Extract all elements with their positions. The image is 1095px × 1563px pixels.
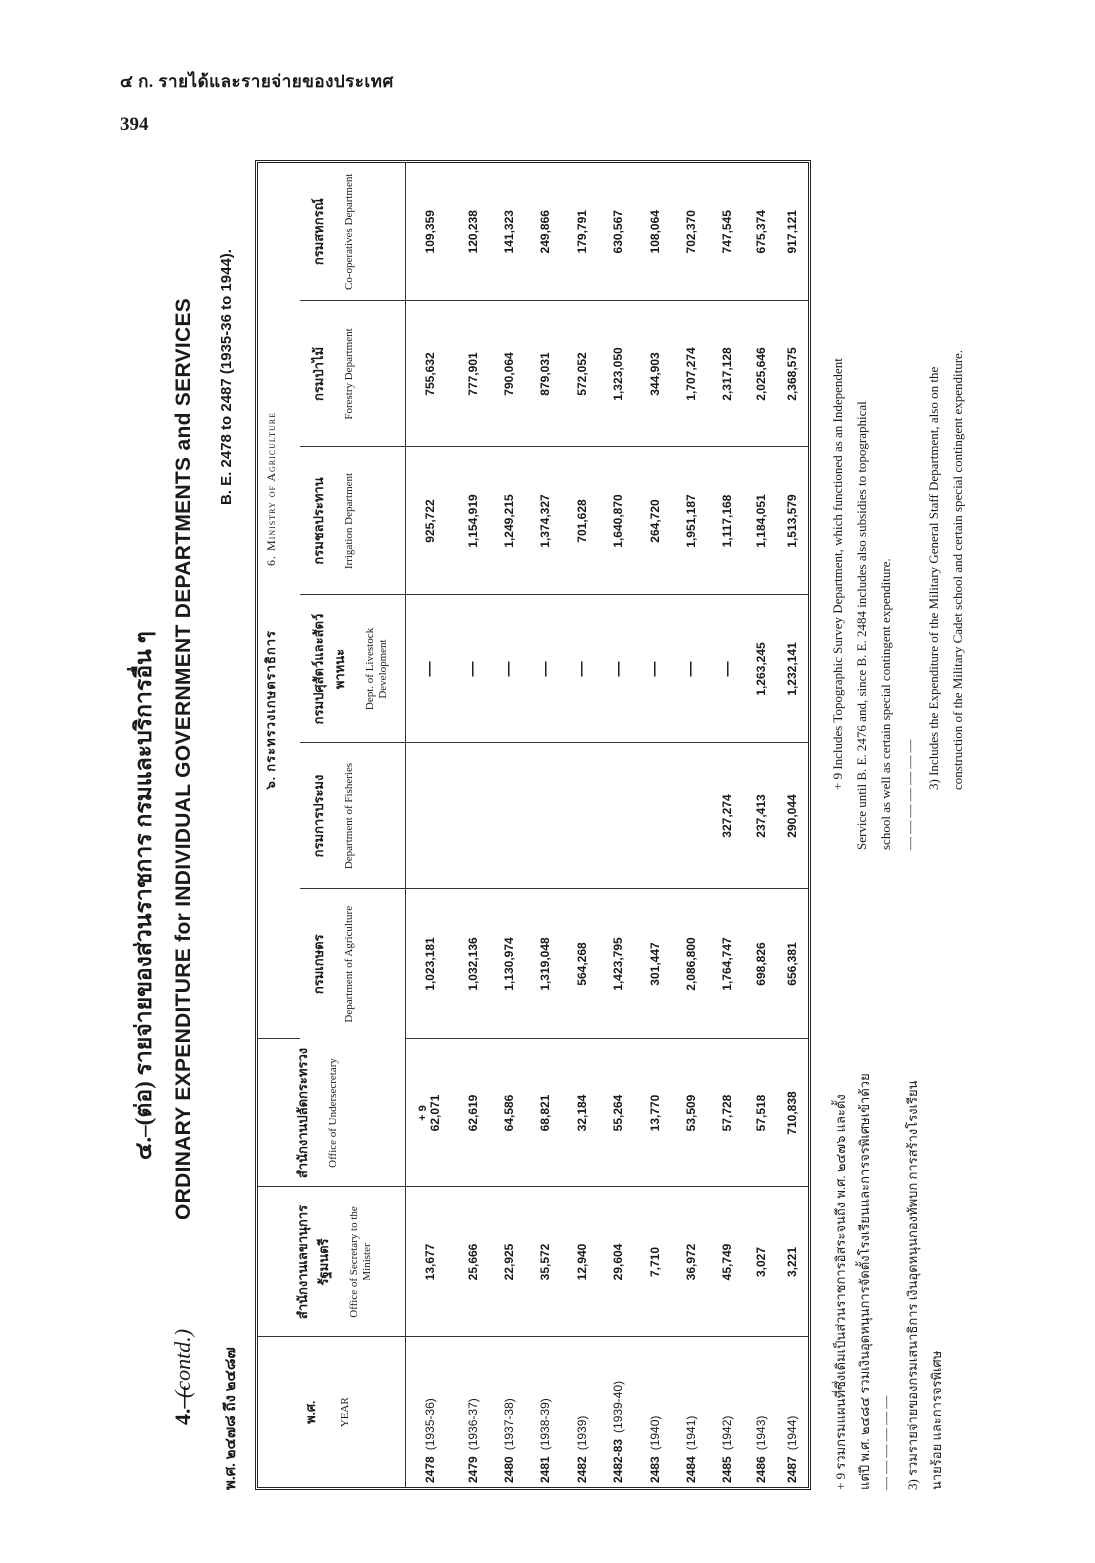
cell-forestry: [777, 301, 808, 447]
cell-undersecretary: [405, 1039, 454, 1187]
cell-value: 1,423,795: [611, 937, 626, 991]
cell-fisheries: [777, 743, 808, 889]
cell-value: 656,381: [785, 942, 800, 986]
col-header-fisheries: กรมการประมง Department of Fisheries: [300, 743, 405, 889]
cell-undersecretary: [564, 1039, 600, 1187]
cell-value: —: [682, 661, 700, 677]
cell-value: 1,232,141: [785, 642, 800, 696]
cell-value: —: [609, 661, 627, 677]
cell-value: 917,121: [785, 210, 800, 254]
cell-agriculture: [405, 889, 454, 1039]
year-ad: (1937-38): [501, 1398, 516, 1451]
cell-cooperatives: [636, 163, 672, 301]
year-be: 2487: [785, 1456, 800, 1483]
cell-undersecretary: [709, 1039, 745, 1187]
cell-value: 57,518: [754, 1094, 769, 1132]
cell-cooperatives: [405, 163, 454, 301]
cell-value: 29,604: [611, 1243, 626, 1281]
cell-undersecretary: [746, 1039, 777, 1187]
year-be: 2485: [720, 1456, 735, 1483]
cell-value: 68,821: [538, 1094, 553, 1132]
cell-secretary: [405, 1187, 454, 1337]
cell-value: —: [500, 661, 518, 677]
year-be: 2484: [683, 1456, 698, 1483]
cell-forestry: [636, 301, 672, 447]
cell-value: 701,628: [574, 499, 589, 543]
cell-undersecretary: [673, 1039, 709, 1187]
cell-agriculture: [746, 889, 777, 1039]
year-be: 2486: [754, 1456, 769, 1483]
cell-year: [491, 1337, 527, 1487]
year-be: 2479: [465, 1456, 480, 1483]
table-row: [491, 163, 527, 1487]
table-row: [600, 163, 636, 1487]
cell-value: 64,586: [501, 1094, 516, 1132]
cell-value: 290,044: [785, 794, 800, 838]
footnote-en-2: Service until B. E. 2476 and, since B. E. 2484 includes also subsidies to topographical: [854, 401, 869, 850]
cell-value: 630,567: [611, 210, 626, 254]
cell-value: 2,368,575: [785, 347, 800, 401]
table-body: [405, 163, 808, 1487]
year-be: 2478: [422, 1456, 437, 1483]
cell-cooperatives: [454, 163, 490, 301]
year-be: 2482: [574, 1456, 589, 1483]
page-header-thai: ๔ ก. รายได้และรายจ่ายของประเทศ: [120, 72, 394, 91]
cell-value: 1,374,327: [538, 494, 553, 548]
cell-secretary: [746, 1187, 777, 1337]
cell-value: 109,359: [422, 210, 437, 254]
cell-value: 1,640,870: [611, 494, 626, 548]
cell-agriculture: [527, 889, 563, 1039]
cell-undersecretary: [527, 1039, 563, 1187]
rotated-page-body: [60, 160, 965, 1490]
cell-year: [636, 1337, 672, 1487]
cell-year: [405, 1337, 454, 1487]
cell-livestock: [491, 595, 527, 743]
cell-secretary: [491, 1187, 527, 1337]
cell-value: 108,064: [647, 210, 662, 254]
cell-secretary: [636, 1187, 672, 1337]
cell-cooperatives: [673, 163, 709, 301]
cell-irrigation: [746, 447, 777, 595]
cell-fisheries: [636, 743, 672, 889]
cell-value: 747,545: [720, 210, 735, 254]
cell-value: —: [573, 661, 591, 677]
cell-undersecretary: [600, 1039, 636, 1187]
table-row: [636, 163, 672, 1487]
footnote-thai-dashes: — — — — — —: [878, 1395, 893, 1490]
table-row: [746, 163, 777, 1487]
cell-value: 35,572: [538, 1243, 553, 1281]
year-ad: (1936-37): [465, 1398, 480, 1451]
cell-value: 237,413: [754, 794, 769, 838]
cell-forestry: [673, 301, 709, 447]
cell-irrigation: [454, 447, 490, 595]
cell-forestry: [564, 301, 600, 447]
cell-value: 1,023,181: [422, 937, 437, 991]
year-ad: (1941): [683, 1415, 698, 1451]
cell-value: 1,032,136: [465, 937, 480, 991]
cell-agriculture: [454, 889, 490, 1039]
cell-value: 925,722: [422, 499, 437, 543]
cell-irrigation: [564, 447, 600, 595]
col-header-irrigation: กรมชลประทาน Irrigation Department: [300, 447, 405, 595]
cell-value: 12,940: [574, 1243, 589, 1281]
cell-secretary: [454, 1187, 490, 1337]
cell-cooperatives: [709, 163, 745, 301]
cell-forestry: [491, 301, 527, 447]
title-thai: ๔.–(ต่อ) รายจ่ายของส่วนราชการ กรมและบริการอื่น ๆ: [131, 631, 156, 1160]
cell-forestry: [454, 301, 490, 447]
cell-irrigation: [777, 447, 808, 595]
cell-value: 344,903: [647, 352, 662, 396]
footnote-en-5: construction of the Military Cadet school and certain special contingent expenditure.: [950, 349, 965, 790]
cell-secretary: [777, 1187, 808, 1337]
table-row: [777, 163, 808, 1487]
cell-value: 1,154,919: [465, 494, 480, 548]
title-english: ORDINARY EXPENDITURE for INDIVIDUAL GOVERNMENT DEPARTMENTS and SERVICES: [172, 297, 195, 1220]
cell-value: 2,317,128: [720, 347, 735, 401]
cell-irrigation: [527, 447, 563, 595]
footnote-thai-2: แต่ปี พ.ศ. ๒๔๘๔ รวมเงินอุดหนุนการจัดตั้งโรงเรียนและการจรพิเศษเข้าด้วย: [857, 1073, 872, 1490]
cell-value: 2,086,800: [683, 937, 698, 991]
cell-value: 777,901: [465, 352, 480, 396]
year-ad: (1939-40): [611, 1380, 626, 1433]
cell-value: 2,025,646: [754, 347, 769, 401]
cell-value: 36,972: [683, 1243, 698, 1281]
cell-secretary: [564, 1187, 600, 1337]
year-be: 2480: [501, 1456, 516, 1483]
cell-livestock: [527, 595, 563, 743]
cell-value: 62,071: [427, 1094, 442, 1132]
cell-value: 120,238: [465, 210, 480, 254]
cell-value: 22,925: [501, 1243, 516, 1281]
cell-value: 698,826: [754, 942, 769, 986]
cell-value: 1,263,245: [754, 642, 769, 696]
cell-value: 1,319,048: [538, 937, 553, 991]
cell-irrigation: [491, 447, 527, 595]
table-row: [405, 163, 454, 1487]
cell-value: 702,370: [683, 210, 698, 254]
footnote-thai-1: + 9 รวมกรมแผนที่ซึ่งเดิมเป็นส่วนราชการอิสระจนถึง พ.ศ. ๒๔๗๖ และตั้ง: [833, 1094, 848, 1490]
cell-year: [564, 1337, 600, 1487]
cell-value: 790,064: [501, 352, 516, 396]
cell-value: 755,632: [422, 352, 437, 396]
cell-value: 3,027: [754, 1246, 769, 1278]
cell-cooperatives: [777, 163, 808, 301]
cell-livestock: [777, 595, 808, 743]
cell-fisheries: [527, 743, 563, 889]
cell-livestock: [454, 595, 490, 743]
cell-value: —: [536, 661, 554, 677]
cell-agriculture: [777, 889, 808, 1039]
footnote-en-1: + 9 Includes Topographic Survey Department, which functioned as an Independent: [830, 358, 845, 790]
cell-value: 675,374: [754, 210, 769, 254]
cell-fisheries: [564, 743, 600, 889]
cell-value: 3,221: [785, 1246, 800, 1278]
cell-agriculture: [491, 889, 527, 1039]
cell-agriculture: [709, 889, 745, 1039]
cell-irrigation: [600, 447, 636, 595]
period-thai: พ.ศ. ๒๔๗๘ ถึง ๒๔๘๗: [223, 1347, 239, 1490]
cell-forestry: [600, 301, 636, 447]
cell-value: 564,268: [574, 942, 589, 986]
cell-value: —: [464, 661, 482, 677]
col-header-cooperatives: กรมสหกรณ์ Co-operatives Department: [300, 163, 405, 301]
cell-agriculture: [564, 889, 600, 1039]
col-header-secretary: สำนักงานเลขานุการรัฐมนตรี Office of Secretary to the Minister: [258, 1187, 405, 1337]
cell-cooperatives: [746, 163, 777, 301]
cell-value: 879,031: [538, 352, 553, 396]
cell-livestock: [564, 595, 600, 743]
year-ad: (1940): [647, 1415, 662, 1451]
year-be: 2483: [647, 1456, 662, 1483]
cell-value: 7,710: [647, 1246, 662, 1278]
footnote-thai-3: 3) รวมรายจ่ายของกรมเสนาธิการ เงินอุดหนุนกองทัพบก การสร้างโรงเรียน: [905, 1080, 920, 1490]
year-ad: (1938-39): [538, 1398, 553, 1451]
cell-value: 1,184,051: [754, 494, 769, 548]
cell-year: [527, 1337, 563, 1487]
year-be: 2482-83: [611, 1438, 626, 1483]
cell-fisheries: [600, 743, 636, 889]
cell-value: 301,447: [647, 942, 662, 986]
col-header-agriculture: กรมเกษตร Department of Agriculture: [300, 889, 405, 1039]
col-header-year: พ.ศ. YEAR: [258, 1337, 405, 1487]
table-row: [673, 163, 709, 1487]
cell-undersecretary: [636, 1039, 672, 1187]
year-ad: (1935-36): [422, 1398, 437, 1451]
table-row: [709, 163, 745, 1487]
cell-value: 141,323: [501, 210, 516, 254]
cell-undersecretary: [454, 1039, 490, 1187]
cell-value: 13,677: [422, 1243, 437, 1281]
cell-forestry: [527, 301, 563, 447]
cell-livestock: [405, 595, 454, 743]
cell-irrigation: [636, 447, 672, 595]
col-header-undersecretary: สำนักงานปลัดกระทรวง Office of Undersecretary: [258, 1039, 405, 1187]
cell-livestock: [709, 595, 745, 743]
cell-forestry: [709, 301, 745, 447]
cell-year: [709, 1337, 745, 1487]
cell-value: 264,720: [647, 499, 662, 543]
cell-value: —: [718, 661, 736, 677]
footnote-en-4: 3) Includes the Expenditure of the Military General Staff Department, also on the: [926, 366, 941, 790]
cell-secretary: [527, 1187, 563, 1337]
cell-fisheries: [673, 743, 709, 889]
expenditure-table: [255, 160, 811, 1490]
cell-cooperatives: [527, 163, 563, 301]
cell-value: 1,951,187: [683, 494, 698, 548]
cell-year: [673, 1337, 709, 1487]
year-ad: (1943): [754, 1415, 769, 1451]
cell-value: 1,323,050: [611, 347, 626, 401]
ministry-english: 6. Ministry of Agriculture: [264, 412, 278, 566]
year-ad: (1944): [785, 1415, 800, 1451]
cell-livestock: [600, 595, 636, 743]
cell-value: 32,184: [574, 1094, 589, 1132]
cell-agriculture: [600, 889, 636, 1039]
col-header-livestock: กรมปศุสัตว์และสัตว์พาหนะ Dept. of Livestock Development: [300, 595, 405, 743]
cell-value: 249,866: [538, 210, 553, 254]
cell-fisheries: [746, 743, 777, 889]
cell-value: —: [421, 661, 439, 677]
cell-value: 1,707,274: [683, 347, 698, 401]
cell-value: 710,838: [785, 1091, 800, 1135]
footnote-en-dashes: — — — — — — —: [902, 739, 917, 850]
cell-irrigation: [709, 447, 745, 595]
table-row: [454, 163, 490, 1487]
cell-secretary: [673, 1187, 709, 1337]
period-english: B. E. 2478 to 2487 (1935-36 to 1944).: [218, 249, 235, 505]
title-number: 4.—: [170, 1386, 195, 1425]
cell-value: 45,749: [720, 1243, 735, 1281]
col-header-forestry: กรมป่าไม้ Forestry Department: [300, 301, 405, 447]
cell-value: 179,791: [574, 210, 589, 254]
cell-value: 327,274: [720, 794, 735, 838]
cell-cooperatives: [491, 163, 527, 301]
cell-forestry: [405, 301, 454, 447]
cell-livestock: [746, 595, 777, 743]
cell-livestock: [673, 595, 709, 743]
cell-fisheries: [491, 743, 527, 889]
cell-fisheries: [454, 743, 490, 889]
cell-cooperatives: [600, 163, 636, 301]
title-contd: (contd.): [170, 1328, 195, 1398]
footnote-en-3: school as well as certain special contingent expenditure.: [878, 558, 893, 850]
cell-value: 1,130,974: [501, 937, 516, 991]
cell-irrigation: [673, 447, 709, 595]
table-row: [564, 163, 600, 1487]
year-ad: (1939): [574, 1415, 589, 1451]
footnote-mark: + 9: [416, 1105, 429, 1121]
cell-year: [746, 1337, 777, 1487]
cell-livestock: [636, 595, 672, 743]
year-be: 2481: [538, 1456, 553, 1483]
cell-year: [454, 1337, 490, 1487]
cell-value: 25,666: [465, 1243, 480, 1281]
ministry-header: [258, 163, 300, 1039]
cell-agriculture: [673, 889, 709, 1039]
cell-value: —: [646, 661, 664, 677]
cell-value: 13,770: [647, 1094, 662, 1132]
cell-fisheries: [709, 743, 745, 889]
cell-value: 1,764,747: [720, 937, 735, 991]
cell-undersecretary: [491, 1039, 527, 1187]
cell-value: 572,052: [574, 352, 589, 396]
cell-cooperatives: [564, 163, 600, 301]
ministry-thai: ๖. กระทรวงเกษตราธิการ: [263, 629, 278, 790]
table-row: [527, 163, 563, 1487]
cell-fisheries: [405, 743, 454, 889]
cell-agriculture: [636, 889, 672, 1039]
cell-undersecretary: [777, 1039, 808, 1187]
cell-value: 1,117,168: [720, 494, 735, 548]
cell-value: 53,509: [683, 1094, 698, 1132]
cell-value: 1,513,579: [785, 494, 800, 548]
cell-year: [777, 1337, 808, 1487]
cell-value: 57,728: [720, 1094, 735, 1132]
footnote-thai-4: นายร้อย และการจรพิเศษ: [929, 1350, 944, 1490]
cell-value: 62,619: [465, 1094, 480, 1132]
page-number: 394: [120, 114, 149, 135]
year-ad: (1942): [720, 1415, 735, 1451]
cell-forestry: [746, 301, 777, 447]
cell-year: [600, 1337, 636, 1487]
cell-value: 55,264: [611, 1094, 626, 1132]
cell-secretary: [709, 1187, 745, 1337]
cell-value: 1,249,215: [501, 494, 516, 548]
cell-secretary: [600, 1187, 636, 1337]
cell-irrigation: [405, 447, 454, 595]
